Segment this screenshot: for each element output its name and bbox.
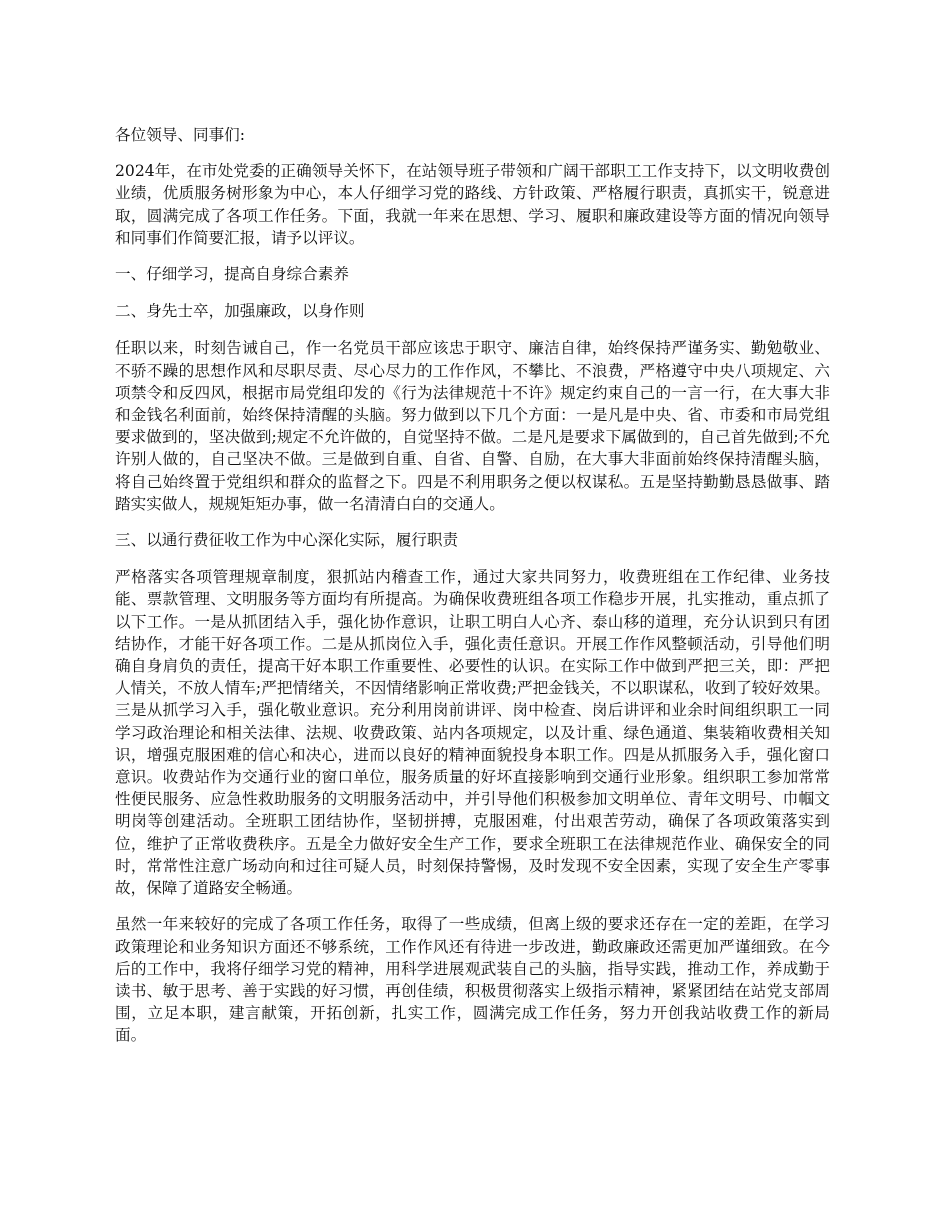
salutation: 各位领导、同事们:: [115, 126, 246, 144]
section-1-heading: 一、仔细学习，提高自身综合素养: [115, 265, 349, 284]
section-2-paragraph: 任职以来，时刻告诫自己，作一名党员干部应该忠于职守、廉洁自律，始终保持严谨务实、勤勉敬业、不骄不躁的思想作风和尽职尽责、尽心尽力的工作作风，不攀比、不浪费，严格遵守中央八项规定、六项禁令和反四风，根据市局党组印发的《行为法律规范十不许》规定约束自己的一言一行，在大事大非和金钱名利面前，始终保持清醒的头脑。努力做到以下几个方面：一是凡是中央、省、市委和市局党组要求做到的，坚决做到;规定不允许做的，自觉坚持不做。二是凡是要求下属做到的，自己首先做到;不允许别人做的，自己坚决不做。三是做到自重、自省、自警、自励，在大事大非面前始终保持清醒头脑，将自己始终置于党组织和群众的监督之下。四是不利用职务之便以权谋私。五是坚持勤勤恳恳做事、踏踏实实做人，规规矩矩办事，做一名清清白白的交通人。: [115, 339, 830, 513]
intro-paragraph: 2024年，在市处党委的正确领导关怀下，在站领导班子带领和广阔干部职工工作支持下，以文明收费创业绩，优质服务树形象为中心，本人仔细学习党的路线、方针政策、严格履行职责，真抓实干，锐意进取，圆满完成了各项工作任务。下面，我就一年来在思想、学习、履职和廉政建设等方面的情况向领导和同事们作简要汇报，请予以评议。: [115, 162, 830, 247]
section-3-paragraph: 严格落实各项管理规章制度，狠抓站内稽查工作，通过大家共同努力，收费班组在工作纪律、业务技能、票款管理、文明服务等方面均有所提高。为确保收费班组各项工作稳步开展，扎实推动，重点抓了以下工作。一是从抓团结入手，强化协作意识，让职工明白人心齐、泰山移的道理，充分认识到只有团结协作，才能干好各项工作。二是从抓岗位入手，强化责任意识。开展工作作风整顿活动，引导他们明确自身肩负的责任，提高干好本职工作重要性、必要性的认识。在实际工作中做到严把三关，即：严把人情关，不放人情车;严把情绪关，不因情绪影响正常收费;严把金钱关，不以职谋私，收到了较好效果。三是从抓学习入手，强化敬业意识。充分利用岗前讲评、岗中检查、岗后讲评和业余时间组织职工一同学习政治理论和相关法律、法规、收费政策、站内各项规定，以及计重、绿色通道、集装箱收费相关知识，增强克服困难的信心和决心，进而以良好的精神面貌投身本职工作。四是从抓服务入手，强化窗口意识。收费站作为交通行业的窗口单位，服务质量的好坏直接影响到交通行业形象。组织职工参加常常性便民服务、应急性救助服务的文明服务活动中，并引导他们积极参加文明单位、青年文明号、巾帼文明岗等创建活动。全班职工团结协作，坚韧拼搏，克服困难，付出艰苦劳动，确保了各项政策落实到位，维护了正常收费秩序。五是全力做好安全生产工作，要求全班职工在法律规范作业、确保安全的同时，常常性注意广场动向和过往可疑人员，时刻保持警惕，及时发现不安全因素，实现了安全生产零事故，保障了道路安全畅通。: [115, 568, 830, 898]
section-2-heading: 二、身先士卒，加强廉政，以身作则: [115, 302, 365, 321]
section-3-heading: 三、以通行费征收工作为中心深化实际，履行职责: [115, 531, 459, 550]
closing-paragraph: 虽然一年来较好的完成了各项工作任务，取得了一些成绩，但离上级的要求还存在一定的差距，在学习政策理论和业务知识方面还不够系统，工作作风还有待进一步改进，勤政廉政还需更加严谨细致。在今后的工作中，我将仔细学习党的精神，用科学进展观武装自己的头脑，指导实践，推动工作，养成勤于读书、敏于思考、善于实践的好习惯，再创佳绩，积极贯彻落实上级指示精神，紧紧团结在站党支部周围，立足本职，建言献策，开拓创新，扎实工作，圆满完成工作任务，努力开创我站收费工作的新局面。: [115, 915, 830, 1045]
document-body: [115, 124, 830, 1061]
